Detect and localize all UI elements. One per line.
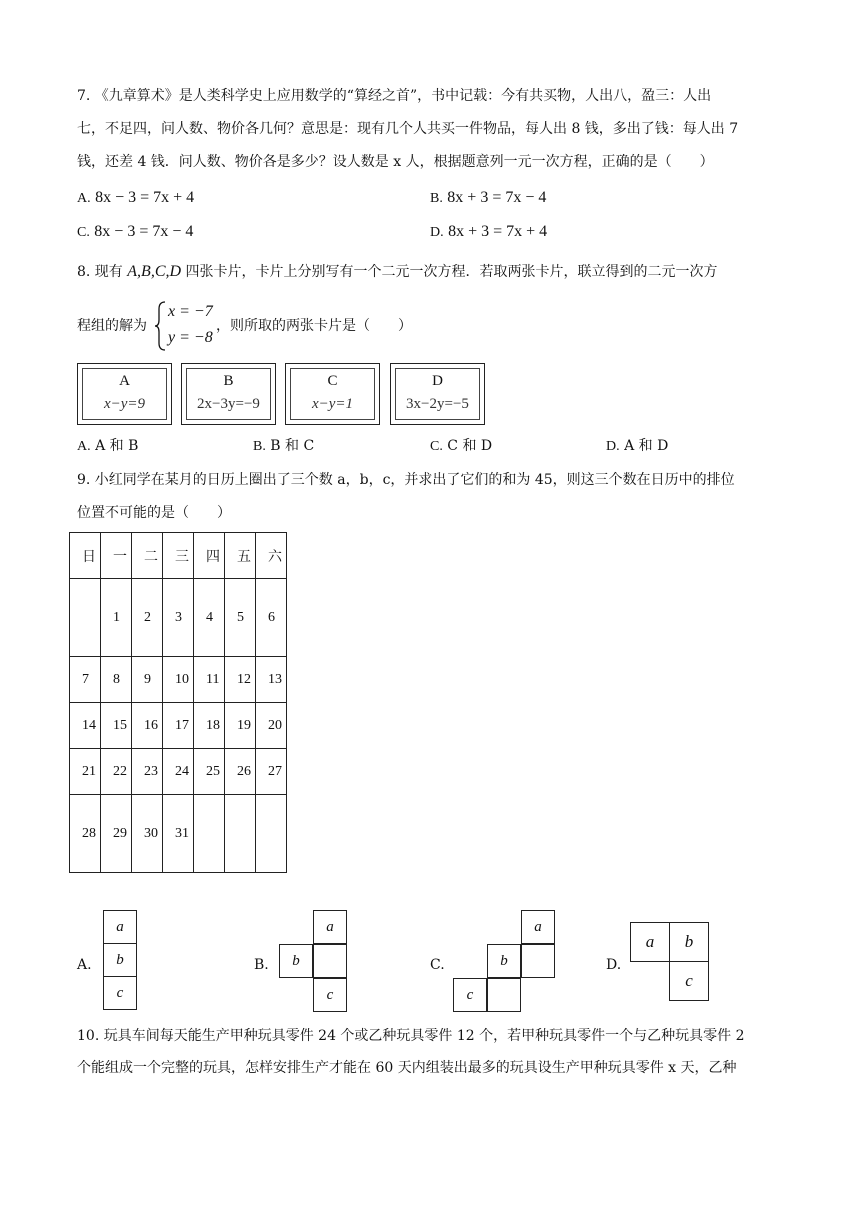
calendar-day-cell: 24 (163, 749, 194, 795)
shape-cell-c: c (669, 961, 709, 1001)
shape-cell-b: b (279, 944, 313, 978)
option-label: B. (253, 439, 266, 454)
shape-cell-a: a (630, 922, 670, 962)
calendar-day-cell (256, 795, 287, 873)
calendar-day-cell (225, 795, 256, 873)
q8-line-2-suffix: ，则所取的两张卡片是（ ） (216, 318, 412, 334)
option-label: B. (430, 191, 443, 206)
option-expression: 8x + 3 = 7x − 4 (447, 189, 547, 206)
calendar-day-cell: 5 (225, 579, 256, 657)
q9-option-d-label[interactable]: D. (606, 957, 622, 973)
card-b (181, 363, 276, 425)
option-text: A 和 B (95, 438, 139, 454)
q10-line-2: 个能组成一个完整的玩具，怎样安排生产才能在 60 天内组装出最多的玩具设生产甲种玩具零件 x 天，乙种 (77, 1060, 737, 1076)
system-eq-y: y = −8 (168, 329, 213, 346)
card-d (390, 363, 485, 425)
calendar-day-cell: 7 (70, 657, 101, 703)
calendar-header-cell: 三 (163, 533, 194, 579)
calendar-day-cell: 2 (132, 579, 163, 657)
calendar-day-cell: 1 (101, 579, 132, 657)
calendar-week-row (70, 749, 287, 795)
calendar-day-cell: 25 (194, 749, 225, 795)
card-title: A (119, 373, 130, 389)
option-label: D. (430, 225, 444, 240)
calendar-day-cell: 11 (194, 657, 225, 703)
card-equation: 3x−2y=−5 (406, 396, 469, 412)
calendar-header-cell: 四 (194, 533, 225, 579)
option-expression: 8x − 3 = 7x − 4 (94, 223, 194, 240)
q7-option-c[interactable] (77, 222, 193, 243)
shape-cell-a: a (521, 910, 555, 944)
q8-line-1 (77, 262, 718, 282)
shape-cell-b: b (487, 944, 521, 978)
shape-cell-c: c (453, 978, 487, 1012)
q8-prefix: 8. 现有 (77, 264, 123, 280)
q9-line-1: 9. 小红同学在某月的日历上圈出了三个数 a，b，c，并求出了它们的和为 45，则这三个数在日历中的排位 (77, 472, 735, 488)
option-text: A 和 D (624, 438, 669, 454)
calendar-week-row (70, 703, 287, 749)
card-equation: x−y=9 (103, 396, 146, 412)
calendar-day-cell: 29 (101, 795, 132, 873)
option-expression: 8x − 3 = 7x + 4 (95, 189, 195, 206)
calendar-day-cell: 19 (225, 703, 256, 749)
calendar-header-cell: 六 (256, 533, 287, 579)
q9-option-a-label[interactable]: A. (77, 957, 92, 973)
calendar-day-cell: 27 (256, 749, 287, 795)
q7-line-3: 钱，还差 4 钱．问人数、物价各是多少？设人数是 x 人，根据题意列一元一次方程，正确的是（ ） (77, 154, 714, 170)
calendar-day-cell: 15 (101, 703, 132, 749)
calendar-table (69, 532, 287, 873)
option-label: C. (430, 439, 443, 454)
calendar-day-cell: 23 (132, 749, 163, 795)
calendar-day-cell: 14 (70, 703, 101, 749)
shape-cell-a: a (103, 910, 137, 944)
q9-option-b-label[interactable]: B. (254, 957, 269, 973)
calendar-header-cell: 一 (101, 533, 132, 579)
calendar-week-row (70, 795, 287, 873)
shape-cell-b: b (669, 922, 709, 962)
card-title: B (223, 373, 234, 389)
card-title: D (432, 373, 443, 389)
option-text: B 和 C (270, 438, 315, 454)
option-label: A. (77, 191, 91, 206)
calendar-day-cell: 30 (132, 795, 163, 873)
calendar-week-row (70, 657, 287, 703)
q7-option-a[interactable] (77, 188, 194, 209)
calendar-day-cell: 4 (194, 579, 225, 657)
card-c (285, 363, 380, 425)
q8-option-a[interactable] (77, 436, 138, 457)
q8-line-1-suffix: 四张卡片，卡片上分别写有一个二元一次方程．若取两张卡片，联立得到的二元一次方 (185, 264, 718, 280)
calendar-day-cell: 17 (163, 703, 194, 749)
q8-line-2-prefix: 程组的解为 (77, 318, 147, 334)
calendar-day-cell: 6 (256, 579, 287, 657)
calendar-day-cell: 12 (225, 657, 256, 703)
option-label: D. (606, 439, 620, 454)
calendar-day-cell: 18 (194, 703, 225, 749)
shape-cell-b: b (103, 943, 137, 977)
calendar-day-cell: 8 (101, 657, 132, 703)
system-eq-x: x = −7 (168, 303, 213, 320)
shape-blank-cell (313, 944, 347, 978)
calendar-day-cell: 3 (163, 579, 194, 657)
calendar-day-cell: 13 (256, 657, 287, 703)
shape-cell-c: c (103, 976, 137, 1010)
option-label: C. (77, 225, 90, 240)
calendar-header-cell: 二 (132, 533, 163, 579)
option-text: C 和 D (447, 438, 493, 454)
q7-line-2: 七，不足四，问人数、物价各几何？意思是：现有几个人共买一件物品，每人出 8 钱，多出了钱：每人出 7 (77, 121, 739, 137)
calendar-day-cell: 21 (70, 749, 101, 795)
card-equation: 2x−3y=−9 (197, 396, 260, 412)
card-a (77, 363, 172, 425)
system-brace-icon (154, 300, 168, 352)
q8-option-c[interactable] (430, 436, 492, 457)
calendar-day-cell: 9 (132, 657, 163, 703)
shape-cell-c: c (313, 978, 347, 1012)
shape-cell-a: a (313, 910, 347, 944)
q7-option-d[interactable] (430, 222, 547, 243)
q8-card-letters: A,B,C,D (127, 263, 182, 280)
calendar-day-cell (194, 795, 225, 873)
calendar-day-cell: 10 (163, 657, 194, 703)
calendar-day-cell: 31 (163, 795, 194, 873)
calendar-header-row (70, 533, 287, 579)
q8-option-b[interactable] (253, 436, 314, 457)
q7-line-1: 7. 《九章算术》是人类科学史上应用数学的“算经之首”，书中记载：今有共买物，人出八，盈三：人出 (77, 88, 712, 104)
shape-blank-cell (521, 944, 555, 978)
q10-line-1: 10. 玩具车间每天能生产甲种玩具零件 24 个或乙种玩具零件 12 个，若甲种玩具零件一个与乙种玩具零件 2 (77, 1028, 745, 1044)
q9-line-2: 位置不可能的是（ ） (77, 505, 231, 521)
calendar-day-cell: 28 (70, 795, 101, 873)
calendar-week-row (70, 579, 287, 657)
calendar-day-cell: 26 (225, 749, 256, 795)
q8-line-2 (77, 316, 147, 336)
calendar-day-cell: 22 (101, 749, 132, 795)
calendar-header-cell: 日 (70, 533, 101, 579)
calendar-header-cell: 五 (225, 533, 256, 579)
calendar-day-cell (70, 579, 101, 657)
card-title: C (327, 373, 338, 389)
card-equation: x−y=1 (311, 396, 354, 412)
shape-blank-cell (487, 978, 521, 1012)
option-label: A. (77, 439, 91, 454)
calendar-day-cell: 16 (132, 703, 163, 749)
q7-option-b[interactable] (430, 188, 546, 209)
q8-option-d[interactable] (606, 436, 668, 457)
option-expression: 8x + 3 = 7x + 4 (448, 223, 548, 240)
q9-option-c-label[interactable]: C. (430, 957, 445, 973)
calendar-day-cell: 20 (256, 703, 287, 749)
